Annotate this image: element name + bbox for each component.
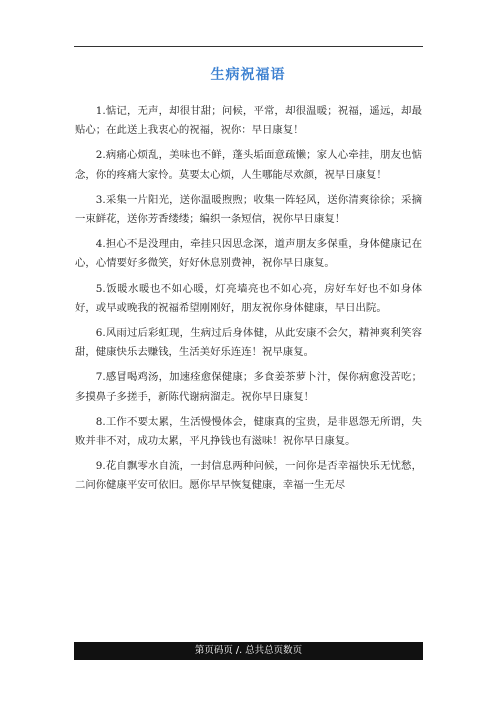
paragraph-5: 5.饭暖水暖也不如心暖，灯亮墙亮也不如心亮，房好车好也不如身体好，或早或晚我的祝福希望刚刚好，朋友祝你身体健康，早日出院。 — [75, 282, 422, 314]
paragraph-4: 4.担心不是没理由，牵挂只因思念深，道声朋友多保重，身体健康记在心，心情要好多微笑，好好休息别费神，祝你早日康复。 — [75, 238, 422, 270]
paragraph-2: 2.病痛心烦乱，美味也不鲜，蓬头垢面意疏懒；家人心牵挂，朋友也惦念，你的疼痛大家怜。莫要太心烦，人生哪能尽欢颜，祝早日康复！ — [75, 149, 422, 181]
paragraph-9: 9.花自飘零水自流，一封信息两种问候，一问你是否幸福快乐无忧愁，二问你健康平安可依旧。愿你早早恢复健康，幸福一生无尽 — [75, 460, 422, 492]
paragraph-3: 3.采集一片阳光，送你温暖煦煦；收集一阵轻风，送你清爽徐徐；采摘一束鲜花，送你芳香缕缕；编织一条短信，祝你早日康复！ — [75, 193, 422, 226]
header-rule — [74, 46, 423, 47]
paragraph-7: 7.感冒喝鸡汤，加速痊愈保健康；多食姜茶萝卜汁，保你病愈没苦吃；多摸鼻子多搓手，新陈代谢病溜走。祝你早日康复！ — [75, 371, 422, 403]
paragraph-8: 8.工作不要太累，生活慢慢体会，健康真的宝贵，是非恩怨无所谓，失败并非不对，成功太累，平凡挣钱也有滋味！祝你早日康复。 — [75, 415, 422, 448]
paragraph-6: 6.风雨过后彩虹现，生病过后身体健，从此安康不会欠，精神爽利笑容甜，健康快乐去赚钱，生活美好乐连连！祝早康复。 — [75, 327, 422, 359]
document-body — [75, 102, 422, 502]
page-footer: 第页码页 /. 总共总页数页 — [74, 642, 423, 660]
paragraph-1: 1.惦记，无声，却很甘甜；问候，平常，却很温暖；祝福，遥远，却最贴心；在此送上我衷心的祝福，祝你：早日康复！ — [75, 105, 422, 137]
document-title: 生病祝福语 — [210, 67, 286, 83]
